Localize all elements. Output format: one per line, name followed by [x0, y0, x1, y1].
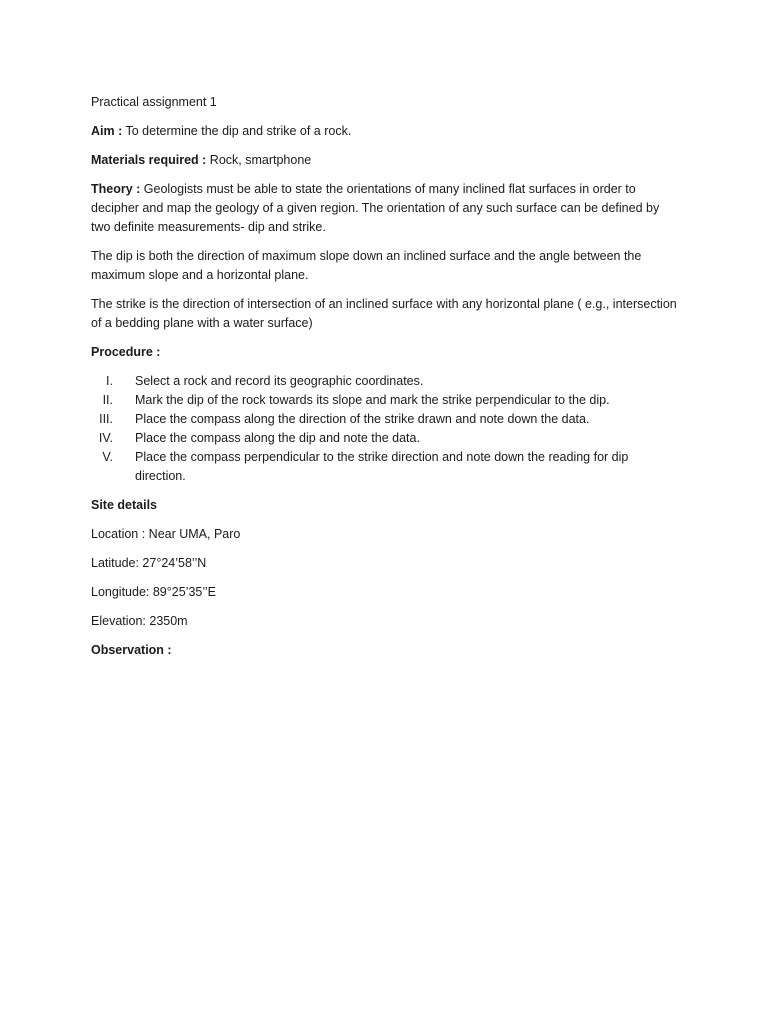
- observation-heading: [91, 641, 681, 660]
- theory-text: Geologists must be able to state the orientations of many inclined flat surfaces in order to decipher and map the geology of a given region. The orientation of any such surface can be defined by two definite measurements- dip and strike.: [91, 182, 660, 234]
- aim-label: Aim :: [91, 124, 123, 138]
- document-page: [91, 93, 681, 670]
- step-number: IV.: [98, 431, 113, 445]
- site-details-heading-text: Site details: [91, 498, 157, 512]
- procedure-step: [91, 372, 681, 391]
- step-text: Mark the dip of the rock towards its slope and mark the strike perpendicular to the dip.: [135, 393, 610, 407]
- step-text: Select a rock and record its geographic coordinates.: [135, 374, 424, 388]
- materials-text: Rock, smartphone: [206, 153, 312, 167]
- observation-heading-text: Observation :: [91, 643, 172, 657]
- theory-label: Theory :: [91, 182, 141, 196]
- step-text: Place the compass along the dip and note the data.: [135, 431, 420, 445]
- materials-label: Materials required :: [91, 153, 207, 167]
- step-number: V.: [102, 450, 113, 464]
- procedure-step: [91, 429, 681, 448]
- dip-paragraph: The dip is both the direction of maximum slope down an inclined surface and the angle between the maximum slope and a horizontal plane.: [91, 249, 642, 282]
- procedure-heading-text: Procedure :: [91, 345, 161, 359]
- procedure-step: [91, 391, 681, 410]
- procedure-list: [91, 372, 681, 486]
- step-number: II.: [102, 393, 113, 407]
- step-text: Place the compass perpendicular to the strike direction and note down the reading for dip direction.: [135, 450, 629, 483]
- materials-paragraph: [91, 151, 681, 170]
- site-details-heading: [91, 496, 681, 515]
- aim-text: To determine the dip and strike of a rock.: [122, 124, 352, 138]
- aim-paragraph: [91, 122, 681, 141]
- document-title: Practical assignment 1: [91, 95, 217, 109]
- step-text: Place the compass along the direction of the strike drawn and note down the data.: [135, 412, 590, 426]
- procedure-heading: [91, 343, 681, 362]
- site-location: Location : Near UMA, Paro: [91, 527, 241, 541]
- step-number: III.: [99, 412, 113, 426]
- strike-paragraph: The strike is the direction of intersection of an inclined surface with any horizontal plane ( e.g., intersection of a bedding plane with a water surface): [91, 297, 677, 330]
- theory-paragraph: [91, 180, 681, 237]
- site-latitude: Latitude: 27°24’58’’N: [91, 556, 207, 570]
- site-elevation: Elevation: 2350m: [91, 614, 188, 628]
- step-number: I.: [106, 374, 113, 388]
- procedure-step: [91, 410, 681, 429]
- site-longitude: Longitude: 89°25’35’’E: [91, 585, 217, 599]
- procedure-step: [91, 448, 681, 486]
